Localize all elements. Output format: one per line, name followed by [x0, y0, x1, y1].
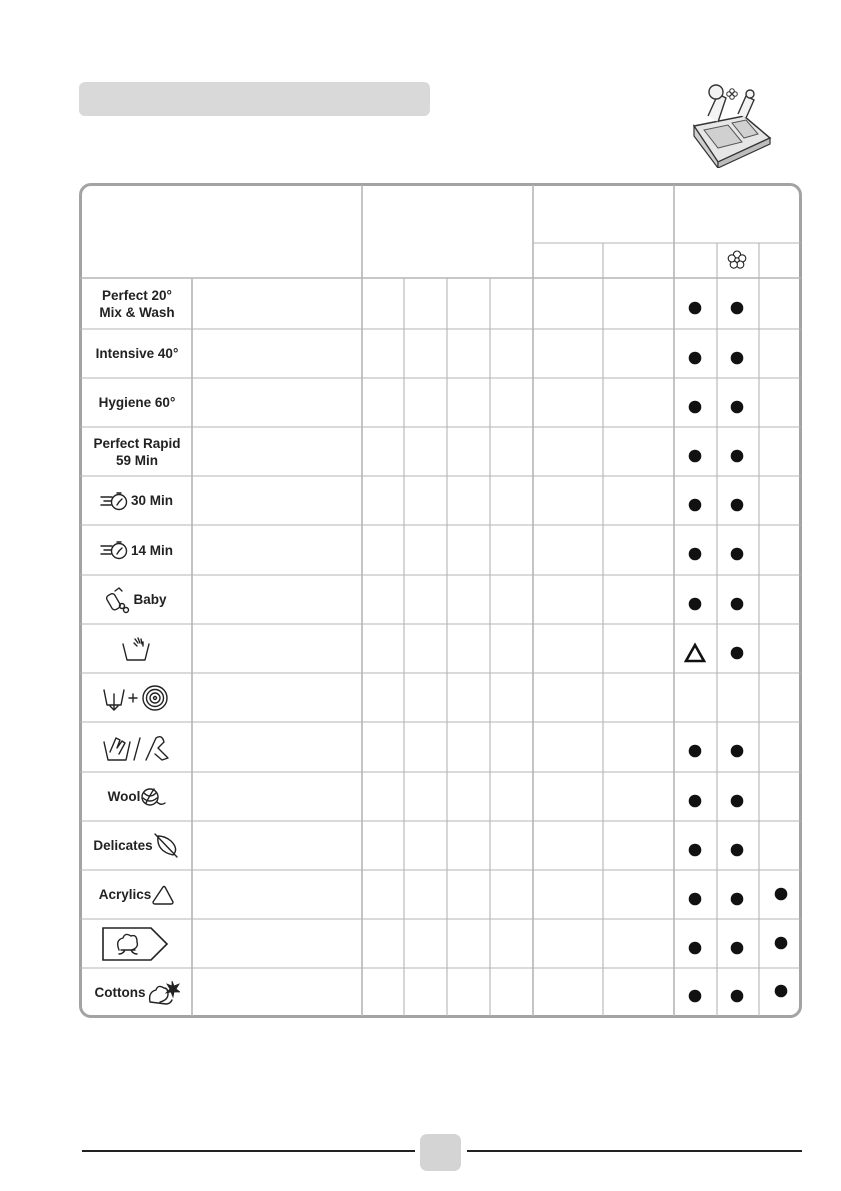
table-row-label — [80, 427, 192, 476]
triangle-symbol-icon — [151, 884, 175, 906]
filled-dot-mark — [726, 839, 748, 861]
program-name: Hygiene 60° — [98, 395, 176, 410]
program-icon — [153, 833, 181, 859]
timer-icon — [99, 539, 129, 561]
program-name: Cottons — [94, 984, 146, 1000]
table-row-label — [80, 624, 192, 673]
filled-dot-mark — [726, 790, 748, 812]
footer-rule-right — [467, 1150, 802, 1152]
filled-dot-mark — [770, 883, 792, 905]
table-row-label — [80, 919, 192, 968]
table-row-label — [80, 476, 192, 525]
filled-dot-mark — [770, 932, 792, 954]
wool-ball-icon — [140, 785, 166, 809]
table-row-label — [80, 575, 192, 624]
section-title-bar — [79, 82, 430, 116]
program-icon — [99, 539, 129, 561]
table-row-label — [80, 722, 192, 772]
filled-dot-mark — [726, 445, 748, 467]
filled-dot-mark — [726, 740, 748, 762]
filled-dot-mark — [726, 593, 748, 615]
program-name: Delicates — [93, 838, 153, 853]
filled-dot-mark — [726, 937, 748, 959]
program-name: Baby — [133, 592, 167, 607]
filled-dot-mark — [684, 347, 706, 369]
filled-dot-mark — [684, 985, 706, 1007]
filled-dot-mark — [726, 888, 748, 910]
flower-softener-icon — [726, 249, 748, 271]
table-row-label — [80, 378, 192, 427]
filled-dot-mark — [726, 396, 748, 418]
filled-dot-mark — [770, 980, 792, 1002]
mixed-cotton-tag-icon — [101, 926, 171, 962]
table-row-label — [80, 673, 192, 722]
filled-dot-mark — [684, 445, 706, 467]
filled-dot-mark — [726, 494, 748, 516]
filled-dot-mark — [684, 839, 706, 861]
program-name: 14 Min — [130, 542, 173, 558]
table-row-label — [80, 821, 192, 870]
filled-dot-mark — [726, 347, 748, 369]
program-name: 30 Min — [130, 493, 173, 508]
program-icon — [101, 683, 171, 713]
filled-dot-mark — [726, 543, 748, 565]
triangle-mark — [684, 642, 706, 664]
program-name: Perfect Rapid 59 Min — [93, 435, 181, 468]
program-icon — [99, 490, 129, 512]
filled-dot-mark — [726, 642, 748, 664]
program-icon — [146, 978, 180, 1006]
filled-dot-mark — [684, 937, 706, 959]
feather-icon — [153, 833, 181, 859]
filled-dot-mark — [684, 543, 706, 565]
filled-dot-mark — [684, 888, 706, 910]
cotton-flower-icon — [146, 978, 180, 1006]
program-name: Intensive 40° — [95, 346, 179, 361]
footer-rule-left — [82, 1150, 415, 1152]
program-name: Perfect 20° Mix & Wash — [99, 287, 175, 320]
table-row-label — [80, 870, 192, 919]
handwash-silk-icon — [100, 730, 172, 764]
drain-spin-icon — [101, 683, 171, 713]
program-name: Acrylics — [98, 887, 152, 902]
filled-dot-mark — [684, 297, 706, 319]
table-row-label — [80, 278, 192, 329]
filled-dot-mark — [684, 790, 706, 812]
program-icon — [140, 785, 166, 809]
rinse-tub-icon — [119, 635, 153, 663]
baby-bottle-icon — [105, 586, 131, 614]
program-icon — [101, 926, 171, 962]
timer-icon — [99, 490, 129, 512]
table-row-label — [80, 772, 192, 821]
table-row-label — [80, 329, 192, 378]
filled-dot-mark — [684, 740, 706, 762]
filled-dot-mark — [684, 396, 706, 418]
page-number-tab — [420, 1134, 461, 1171]
program-icon — [151, 884, 175, 906]
program-icon — [100, 730, 172, 764]
table-row-label — [80, 525, 192, 575]
table-row-label — [80, 968, 192, 1016]
detergent-dispenser-drawer-icon — [684, 76, 776, 168]
filled-dot-mark — [684, 593, 706, 615]
filled-dot-mark — [684, 494, 706, 516]
program-icon — [105, 586, 131, 614]
program-name: Wool — [107, 789, 141, 804]
program-icon — [119, 635, 153, 663]
filled-dot-mark — [726, 297, 748, 319]
filled-dot-mark — [726, 985, 748, 1007]
